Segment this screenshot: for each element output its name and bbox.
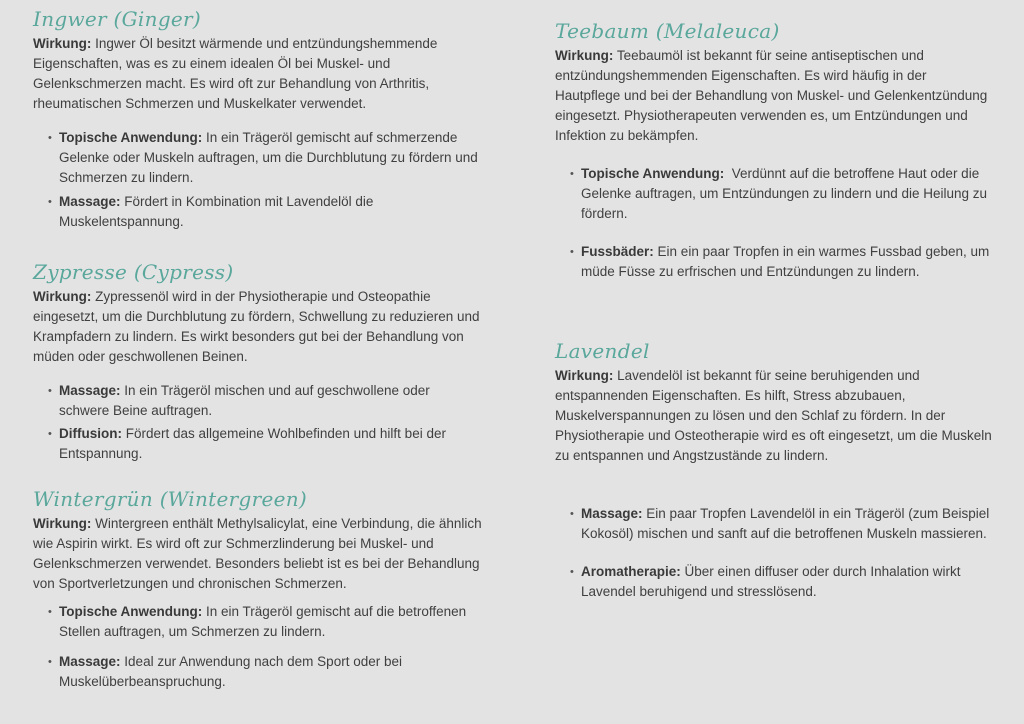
use-label: Massage: <box>59 383 121 398</box>
use-text: Verdünnt auf die betroffene Haut oder die Gelenke auftragen, um Entzündungen zu lindern und die Heilung zu fördern. <box>581 166 988 221</box>
use-text: In ein Trägeröl gemischt auf die betroffenen Stellen auftragen, um Schmerzen zu lindern. <box>59 604 467 639</box>
oil-lavender <box>555 338 995 602</box>
effect-label: Wirkung: <box>33 36 92 51</box>
effect-label: Wirkung: <box>555 368 614 383</box>
oil-title: Wintergrün (Wintergreen) <box>33 487 308 511</box>
list-item <box>555 242 995 282</box>
list-item <box>555 562 995 602</box>
use-text: Ein ein paar Tropfen in ein warmes Fussbad geben, um müde Füsse zu erfrischen und Entzündungen zu lindern. <box>581 244 990 279</box>
use-text: Über einen diffuser oder durch Inhalation wirkt Lavendel beruhigend und stresslösend. <box>581 564 961 599</box>
list-item <box>33 602 483 642</box>
use-text: Ein paar Tropfen Lavendelöl in ein Trägeröl (zum Beispiel Kokosöl) mischen und sanft auf die betroffenen Muskeln massieren. <box>581 506 990 541</box>
effect-label: Wirkung: <box>33 289 92 304</box>
list-item <box>33 652 483 692</box>
effect-text: Lavendelöl ist bekannt für seine beruhigenden und entspannenden Eigenschaften. Es hilft, Stress abzubauen, Muskelverspannungen zu lösen und den Schlaf zu fördern. In der Physiotherapie und Osteotherapie wird es oft eingesetzt, um die Muskeln zu entspannen und Angstzustände zu lindern. <box>555 368 992 463</box>
oil-effect <box>33 287 483 367</box>
use-label: Massage: <box>59 194 121 209</box>
use-label: Massage: <box>581 506 643 521</box>
oil-title: Zypresse (Cypress) <box>33 260 234 284</box>
use-label: Massage: <box>59 654 121 669</box>
oil-title: Teebaum (Melaleuca) <box>555 19 780 43</box>
use-text: In ein Trägeröl mischen und auf geschwollene oder schwere Beine auftragen. <box>59 383 430 418</box>
use-text: In ein Trägeröl gemischt auf schmerzende Gelenke oder Muskeln auftragen, um die Durchblutung zu fördern und Schmerzen zu lindern. <box>59 130 478 185</box>
uses-list <box>555 504 995 602</box>
use-label: Aromatherapie: <box>581 564 681 579</box>
oil-ginger <box>33 6 483 232</box>
uses-list <box>33 602 483 692</box>
oil-cypress <box>33 259 483 464</box>
effect-text: Ingwer Öl besitzt wärmende und entzündungshemmende Eigenschaften, was es zu einem idealen Öl bei Muskel- und Gelenkschmerzen macht. Es wird oft zur Behandlung von Arthritis, rheumatischen Schmerzen und Muskelkater verwendet. <box>33 36 438 111</box>
oil-teatree <box>555 18 995 282</box>
use-label: Fussbäder: <box>581 244 654 259</box>
oil-title: Ingwer (Ginger) <box>33 7 202 31</box>
effect-label: Wirkung: <box>555 48 614 63</box>
oil-effect <box>555 366 995 466</box>
effect-text: Zypressenöl wird in der Physiotherapie und Osteopathie eingesetzt, um die Durchblutung zu fördern, Schwellung zu reduzieren und Krampfadern zu lindern. Es wirkt besonders gut bei der Behandlung von müden oder geschwollenen Beinen. <box>33 289 480 364</box>
list-item <box>555 504 995 544</box>
list-item <box>33 128 483 188</box>
use-label: Topische Anwendung: <box>581 166 725 181</box>
effect-text: Teebaumöl ist bekannt für seine antiseptischen und entzündungshemmenden Eigenschaften. Es wird häufig in der Hautpflege und bei der Behandlung von Muskel- und Gelenkentzündung eingesetzt. Physiotherapeuten verwenden es, um Entzündungen und Infektion zu bekämpfen. <box>555 48 988 143</box>
oil-title: Lavendel <box>555 339 650 363</box>
use-text: Fördert in Kombination mit Lavendelöl die Muskelentspannung. <box>59 194 374 229</box>
oil-effect <box>555 46 995 146</box>
list-item <box>33 381 483 421</box>
uses-list <box>555 164 995 282</box>
list-item <box>33 192 483 232</box>
use-label: Topische Anwendung: <box>59 604 203 619</box>
use-label: Topische Anwendung: <box>59 130 203 145</box>
oil-effect <box>33 34 483 114</box>
oil-effect <box>33 514 483 594</box>
uses-list <box>33 128 483 232</box>
use-label: Diffusion: <box>59 426 122 441</box>
oil-wintergreen <box>33 486 483 692</box>
list-item <box>555 164 995 224</box>
use-text: Fördert das allgemeine Wohlbefinden und hilft bei der Entspannung. <box>59 426 446 461</box>
effect-text: Wintergreen enthält Methylsalicylat, eine Verbindung, die ähnlich wie Aspirin wirkt. Es wird oft zur Schmerzlinderung bei Muskel- und Gelenkschmerzen verwendet. Besonders beliebt ist es bei der Behandlung von Sportverletzungen und chronischen Schmerzen. <box>33 516 482 591</box>
uses-list <box>33 381 483 464</box>
effect-label: Wirkung: <box>33 516 92 531</box>
use-text: Ideal zur Anwendung nach dem Sport oder bei Muskelüberbeanspruchung. <box>59 654 402 689</box>
list-item <box>33 424 483 464</box>
